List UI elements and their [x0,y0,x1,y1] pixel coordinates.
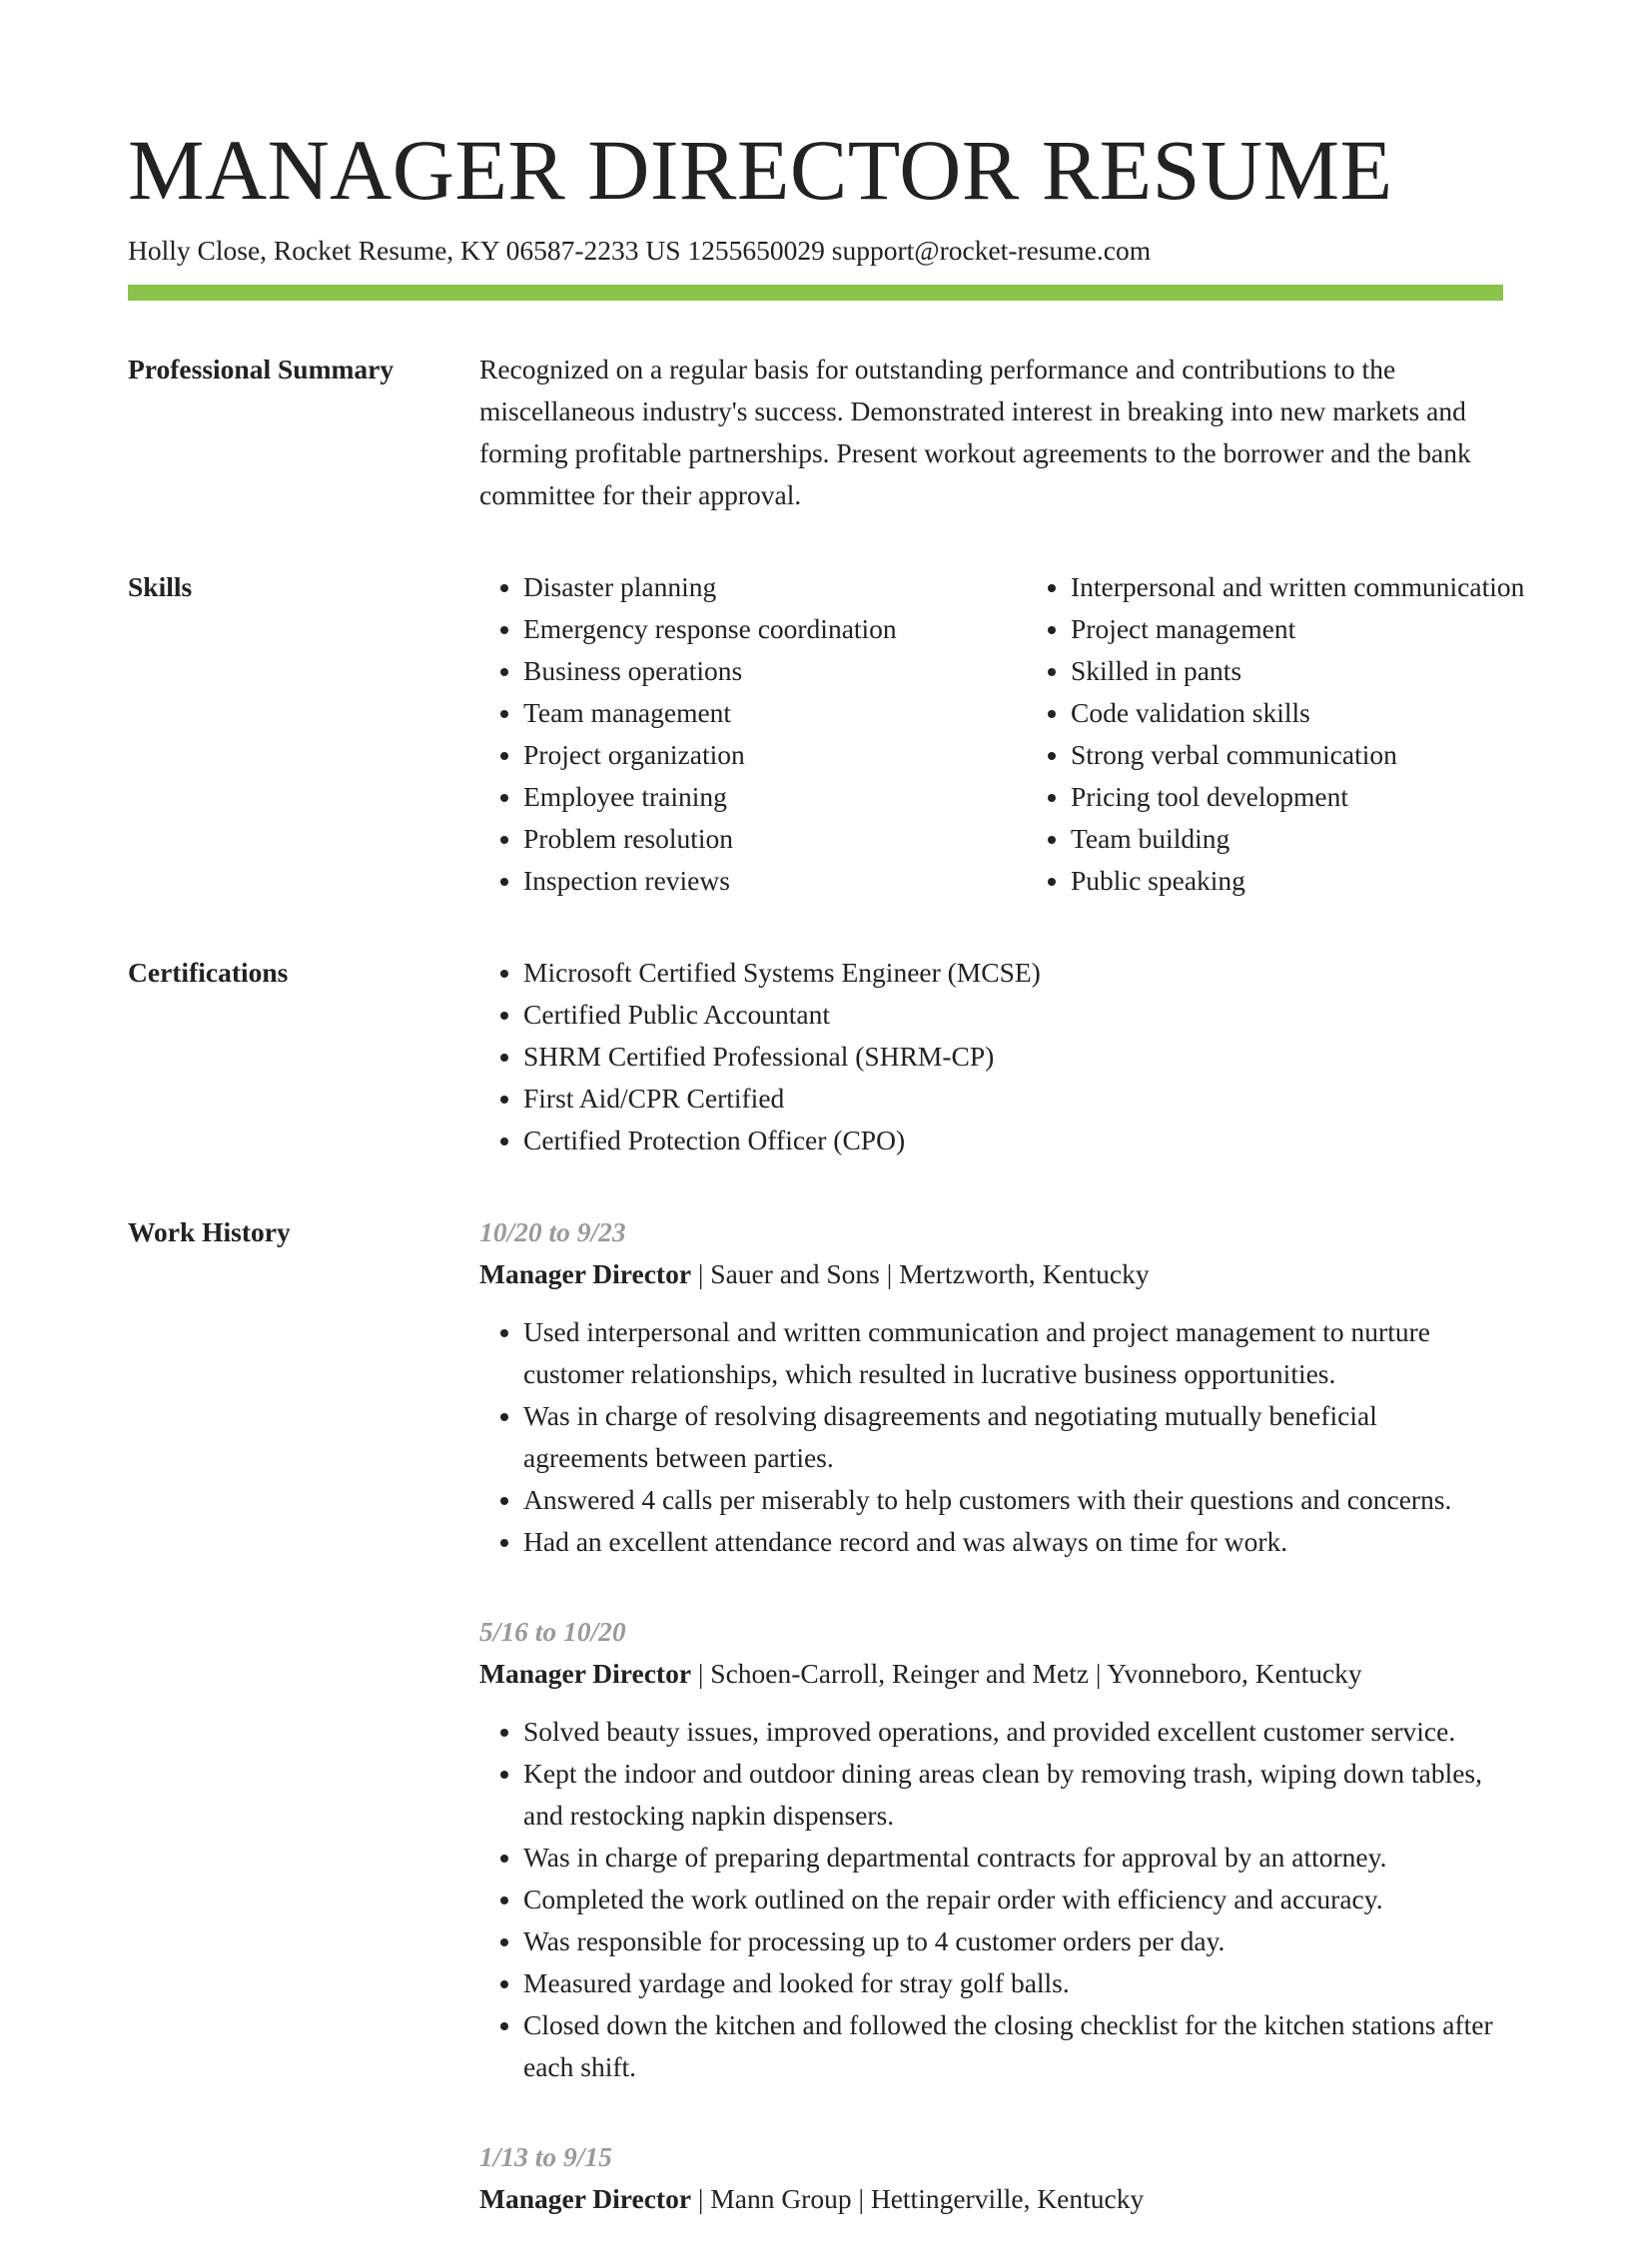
job-bullets [479,1711,1503,2088]
skill-item: • Team building [1071,818,1524,860]
skills-list-left [479,566,1027,902]
job-entry [479,1211,1503,1563]
certifications-body [479,952,1503,1161]
skill-item: • Pricing tool development [1071,776,1524,818]
job-entry [479,2136,1503,2220]
job-bullet: • Was in charge of resolving disagreements and negotiating mutually beneficial agreements between parties. [523,1395,1503,1479]
job-dates: 10/20 to 9/23 [479,1216,626,1247]
skill-item: • Public speaking [1071,860,1524,902]
accent-divider [128,285,1503,301]
skills-body [479,566,1525,902]
job-entry [479,1611,1503,2088]
skill-item: • Interpersonal and written communication [1071,566,1524,608]
skill-item: • Inspection reviews [523,860,1027,902]
section-label-summary: Professional Summary [128,354,395,384]
skill-item: • Business operations [523,650,1027,692]
resume-title: MANAGER DIRECTOR RESUME [128,122,1393,218]
skill-item: • Emergency response coordination [523,608,1027,650]
certifications-section [128,952,1503,1161]
job-employer-location: | Sauer and Sons | Mertzworth, Kentucky [691,1258,1150,1289]
skill-item: • Code validation skills [1071,692,1524,734]
job-title: Manager Director [479,1258,692,1289]
job-heading [479,1653,1503,1695]
skill-item: • Project management [1071,608,1524,650]
work-history-body [479,1211,1503,2268]
skill-item: • Project organization [523,734,1027,776]
skill-item: • Employee training [523,776,1027,818]
job-bullet: • Was responsible for processing up to 4 customer orders per day. [523,1920,1503,1962]
job-bullet: • Solved beauty issues, improved operations, and provided excellent customer service. [523,1711,1503,1753]
job-bullet: • Was in charge of preparing departmental contracts for approval by an attorney. [523,1837,1503,1879]
job-title: Manager Director [479,2183,692,2214]
resume-page [128,0,1525,2268]
job-dates: 5/16 to 10/20 [479,1616,626,1647]
certification-item: • First Aid/CPR Certified [523,1078,1503,1120]
job-bullet: • Closed down the kitchen and followed the closing checklist for the kitchen stations after each shift. [523,2004,1503,2088]
job-employer-location: | Schoen-Carroll, Reinger and Metz | Yvonneboro, Kentucky [691,1658,1362,1689]
skills-list-right [1027,566,1524,902]
job-heading [479,1253,1503,1295]
skill-item: • Disaster planning [523,566,1027,608]
certification-item: • Certified Protection Officer (CPO) [523,1120,1503,1161]
job-dates: 1/13 to 9/15 [479,2141,612,2172]
certifications-list [479,952,1503,1161]
certification-item: • SHRM Certified Professional (SHRM-CP) [523,1036,1503,1078]
skill-item: • Strong verbal communication [1071,734,1524,776]
summary-section [128,349,1503,516]
skill-item: • Problem resolution [523,818,1027,860]
work-history-section [128,1211,1503,2268]
summary-body [479,349,1503,516]
job-employer-location: | Mann Group | Hettingerville, Kentucky [691,2183,1145,2214]
section-label-certifications: Certifications [128,957,289,988]
skill-item: • Team management [523,692,1027,734]
job-bullet: • Answered 4 calls per miserably to help customers with their questions and concerns. [523,1479,1503,1521]
contact-line: Holly Close, Rocket Resume, KY 06587-2233 US 1255650029 support@rocket-resume.com [128,235,1152,266]
job-bullet: • Used interpersonal and written communication and project management to nurture customer relationships, which resulted in lucrative business opportunities. [523,1311,1503,1395]
job-bullet: • Had an excellent attendance record and was always on time for work. [523,1521,1503,1563]
job-bullet: • Completed the work outlined on the repair order with efficiency and accuracy. [523,1879,1503,1920]
job-heading [479,2178,1503,2220]
job-bullets [479,1311,1503,1563]
job-bullet: • Measured yardage and looked for stray golf balls. [523,1962,1503,2004]
job-title: Manager Director [479,1658,692,1689]
section-label-skills: Skills [128,571,193,602]
summary-text: Recognized on a regular basis for outstanding performance and contributions to the miscellaneous industry's success. Demonstrated interest in breaking into new markets and forming profitable partnerships. Present workout agreements to the borrower and the bank committee for their approval. [479,354,1471,510]
section-label-work-history: Work History [128,1216,291,1247]
skills-section [128,566,1525,902]
certification-item: • Certified Public Accountant [523,994,1503,1036]
skill-item: • Skilled in pants [1071,650,1524,692]
certification-item: • Microsoft Certified Systems Engineer (MCSE) [523,952,1503,994]
job-bullet: • Kept the indoor and outdoor dining areas clean by removing trash, wiping down tables, and restocking napkin dispensers. [523,1753,1503,1837]
